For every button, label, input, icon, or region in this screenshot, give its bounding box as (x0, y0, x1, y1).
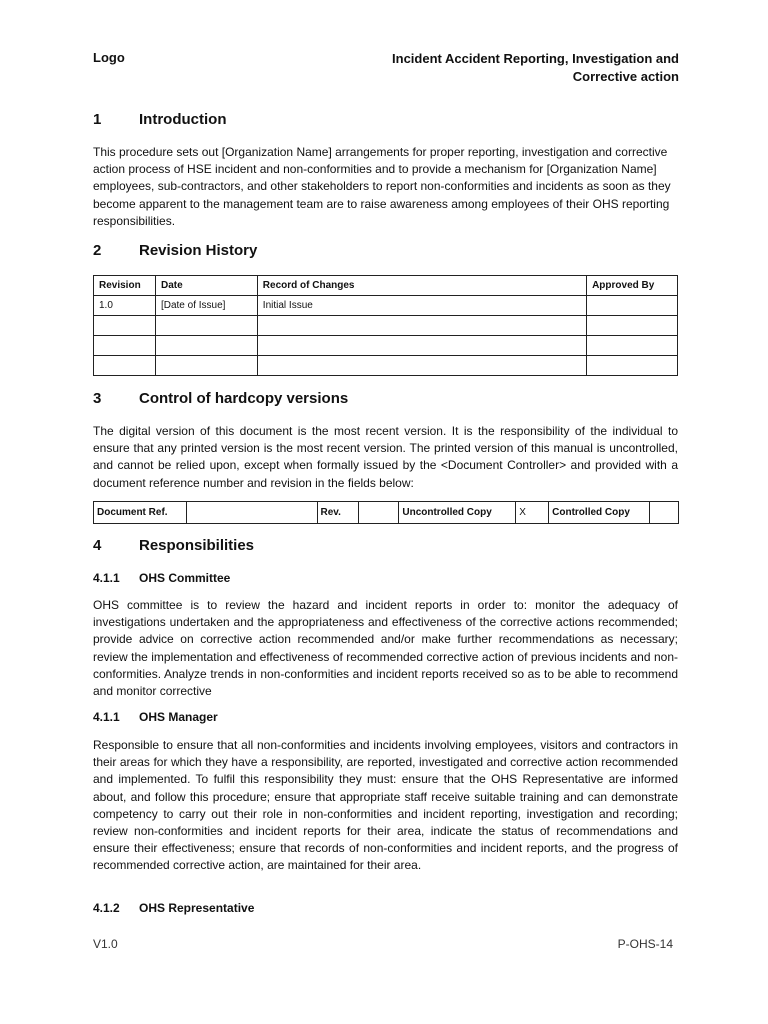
controlled-copy-mark (650, 502, 679, 524)
table-cell (155, 336, 257, 356)
table-row (94, 336, 678, 356)
table-header-cell: Approved By (587, 276, 678, 296)
header-title (359, 50, 679, 86)
section-heading-introduction (93, 111, 226, 128)
document-control-table (93, 501, 679, 524)
table-cell (94, 336, 156, 356)
table-cell (257, 356, 586, 376)
footer-version: V1.0 (93, 937, 118, 951)
subsection-title: OHS Committee (139, 571, 231, 585)
doc-ref-label: Document Ref. (94, 502, 187, 524)
uncontrolled-copy-label: Uncontrolled Copy (399, 502, 516, 524)
uncontrolled-copy-mark: X (516, 502, 549, 524)
table-row (94, 356, 678, 376)
section-number: 4 (93, 537, 102, 554)
section-title: Control of hardcopy versions (139, 390, 349, 407)
table-cell (587, 356, 678, 376)
rev-field (359, 502, 399, 524)
subheading-ohs-committee (93, 571, 230, 585)
footer-document-code: P-OHS-14 (617, 937, 673, 951)
section-number: 1 (93, 111, 102, 128)
controlled-copy-label: Controlled Copy (549, 502, 650, 524)
table-row (94, 296, 678, 316)
section-title: Introduction (139, 111, 227, 128)
hardcopy-paragraph: The digital version of this document is the most recent version. It is the responsibility of the individual to ensure that any printed version is the most recent version. The printed version of this manual is uncontrolled, and cannot be relied upon, except when formally issued by the <Document Controller> and provided with a document reference number and revision in the fields below: (93, 424, 678, 490)
subsection-title: OHS Manager (139, 710, 218, 724)
table-header-cell: Revision (94, 276, 156, 296)
table-cell (94, 356, 156, 376)
subheading-ohs-representative (93, 901, 254, 915)
table-cell (94, 316, 156, 336)
table-cell (587, 336, 678, 356)
subsection-title: OHS Representative (139, 901, 255, 915)
table-header-cell: Date (155, 276, 257, 296)
header-title-line1: Incident Accident Reporting, Investigation and (392, 51, 679, 66)
doc-ref-field (186, 502, 317, 524)
table-cell (155, 316, 257, 336)
subsection-number: 4.1.2 (93, 901, 120, 915)
header-logo: Logo (93, 50, 125, 65)
revision-history-table (93, 275, 678, 376)
subsection-number: 4.1.1 (93, 571, 120, 585)
table-cell: 1.0 (94, 296, 156, 316)
subheading-ohs-manager (93, 710, 218, 724)
section-heading-responsibilities (93, 537, 254, 554)
header-title-line2: Corrective action (572, 69, 679, 84)
section-heading-hardcopy (93, 390, 348, 407)
section-number: 2 (93, 242, 102, 259)
section-heading-revision-history (93, 242, 257, 259)
table-cell (257, 316, 586, 336)
table-cell (155, 356, 257, 376)
table-header-row (94, 276, 678, 296)
table-cell (587, 296, 678, 316)
section-title: Revision History (139, 242, 258, 259)
section-number: 3 (93, 390, 102, 407)
table-cell: Initial Issue (257, 296, 586, 316)
table-row (94, 316, 678, 336)
table-cell (587, 316, 678, 336)
rev-label: Rev. (317, 502, 359, 524)
section-title: Responsibilities (139, 537, 255, 554)
table-header-cell: Record of Changes (257, 276, 586, 296)
table-cell: [Date of Issue] (155, 296, 257, 316)
intro-paragraph: This procedure sets out [Organization Name] arrangements for proper reporting, investigation and corrective action process of HSE incident and non-conformities and to provide a mechanism for [Organization Name] employees, sub-contractors, and other stakeholders to report non-conformities and incidents as soon as they become apparent to the management team are to raise awareness among employees of their OHS reporting responsibilities. (93, 145, 671, 228)
table-row (94, 502, 679, 524)
subsection-number: 4.1.1 (93, 710, 120, 724)
table-cell (257, 336, 586, 356)
manager-paragraph: Responsible to ensure that all non-conformities and incidents involving employees, visitors and contractors in their areas for which they have a responsibility, are reported, investigated and corrective action recommended and implemented. To fulfil this responsibility they must: ensure that the OHS Representative are informed about, and follow this procedure; ensure that appropriate staff receive suitable training and can demonstrate competency to carry out their role in non-conformities and incident reporting, investigation and recording; review non-conformities and incident reports for their area, indicate the status of recommendations and ensure their effectiveness; ensure that records of non-conformities and incident reports, and the progress of recommended corrective action, are maintained for their area. (93, 738, 678, 873)
committee-paragraph: OHS committee is to review the hazard and incident reports in order to: monitor the adequacy of investigations undertaken and the appropriateness and effectiveness of the corrective actions recommended; provide advice on corrective action recommended and/or make further recommendations as necessary; review the implementation and effectiveness of recommended corrective action of previous incidents and non- conformities. Analyze trends in non-conformities and incident reports received so as to be able to recommend and monitor corrective (93, 598, 678, 699)
